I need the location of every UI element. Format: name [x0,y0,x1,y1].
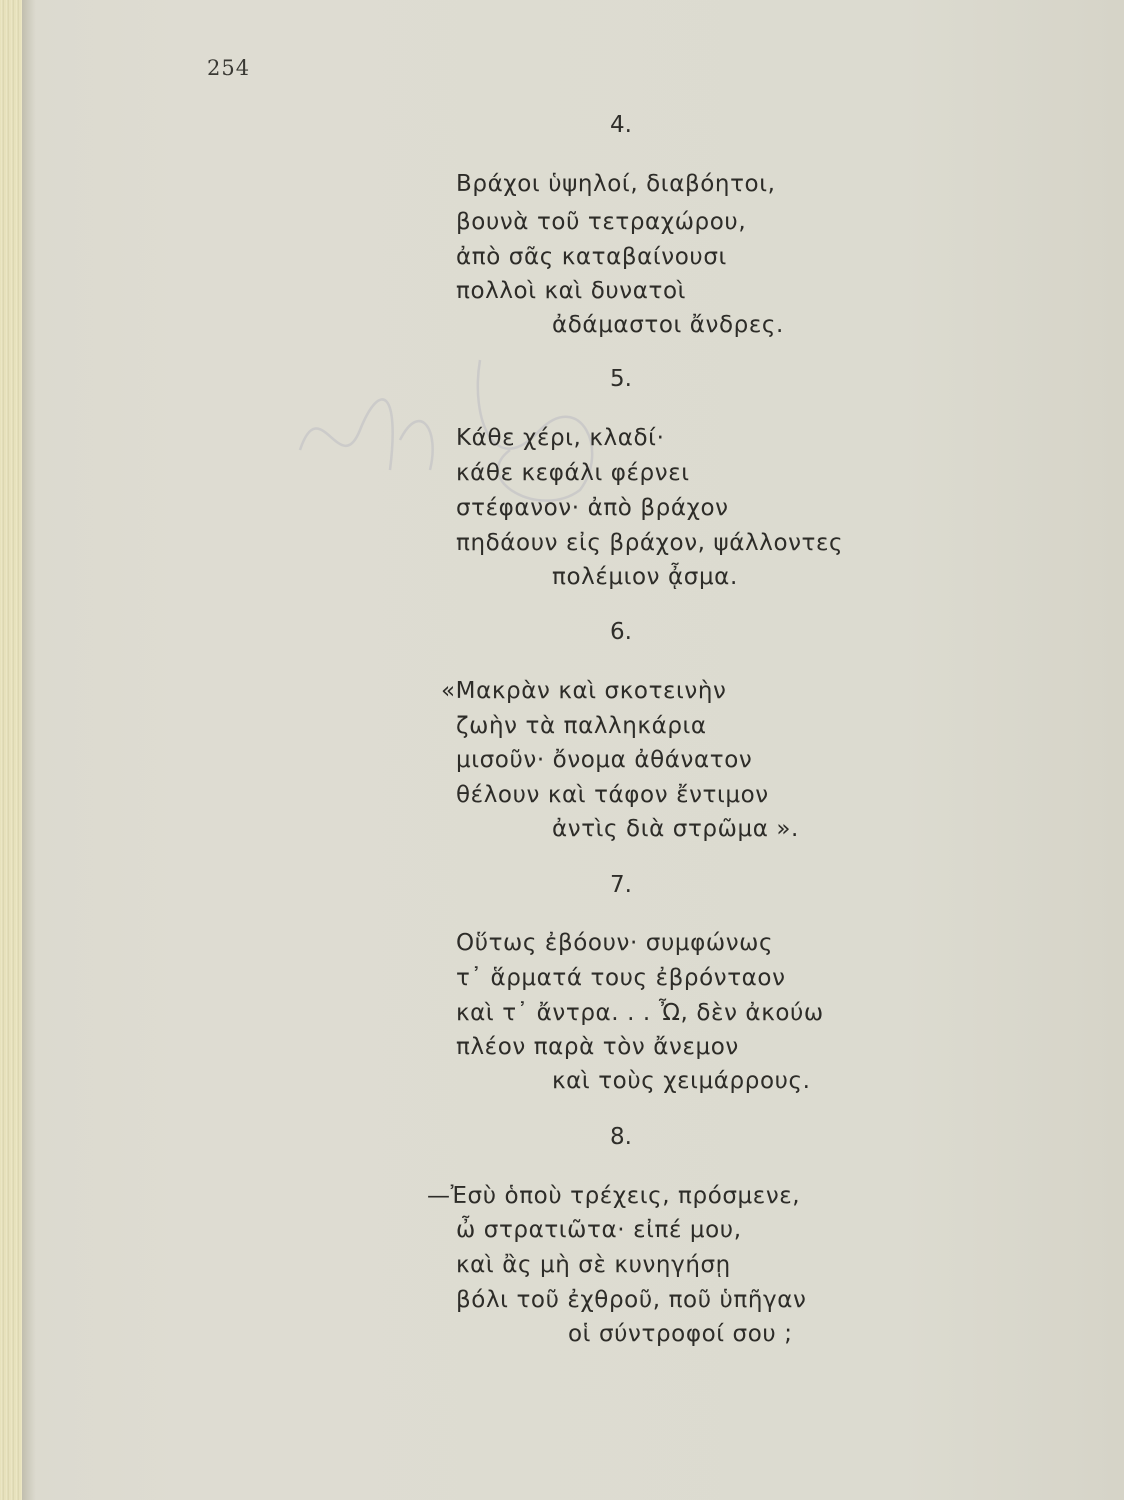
gutter-shadow [22,0,36,1500]
stanza-number: 4. [610,112,632,138]
verse-line: στέφανον· ἀπὸ βράχον [456,495,729,521]
page-number: 254 [207,56,251,80]
stanza-number: 5. [610,366,632,392]
verse-line: πολλοὶ καὶ δυνατοὶ [456,278,687,304]
verse-line: μισοῦν· ὄνομα ἀθάνατον [456,747,753,773]
verse-line: καὶ τ᾿ ἄντρα. . . Ὦ, δὲν ἀκούω [456,1000,824,1026]
verse-line: ζωὴν τὰ παλληκάρια [456,713,707,739]
verse-line: ἀπὸ σᾶς καταβαίνουσι [456,244,727,270]
verse-line: κάθε κεφάλι φέρνει [456,460,690,486]
verse-line: βόλι τοῦ ἐχθροῦ, ποῦ ὑπῆγαν [456,1287,807,1313]
verse-line: πολέμιον ᾆσμα. [552,564,738,590]
verse-line: ὦ στρατιῶτα· εἰπέ μου, [456,1217,742,1243]
stanza-number: 6. [610,619,632,645]
page-edge-stack [0,0,22,1500]
verse-line: βουνὰ τοῦ τετραχώρου, [456,209,747,235]
verse-line: «Μακρὰν καὶ σκοτεινὴν [441,678,727,704]
stanza-number: 7. [610,872,632,898]
verse-line: —Ἐσὺ ὁποὺ τρέχεις, πρόσμενε, [427,1183,801,1209]
verse-line: Βράχοι ὑψηλοί, διαβόητοι, [456,171,776,197]
stanza-number: 8. [610,1124,632,1150]
verse-line: πηδάουν εἰς βράχον, ψάλλοντες [456,530,844,556]
verse-line: ἀντὶς διὰ στρῶμα ». [552,816,799,842]
verse-line: καὶ ἂς μὴ σὲ κυνηγήσῃ [456,1252,731,1278]
verse-line: Κάθε χέρι, κλαδί· [456,425,665,451]
verse-line: οἱ σύντροφοί σου ; [568,1321,793,1347]
verse-line: πλέον παρὰ τὸν ἄνεμον [456,1034,739,1060]
verse-line: καὶ τοὺς χειμάρρους. [552,1068,811,1094]
verse-line: θέλουν καὶ τάφον ἔντιμον [456,782,769,808]
verse-line: Οὕτως ἐβόουν· συμφώνως [456,930,774,956]
verse-line: τ᾿ ἅρματά τους ἐβρόνταον [456,965,786,991]
verse-line: ἀδάμαστοι ἄνδρες. [552,312,784,338]
